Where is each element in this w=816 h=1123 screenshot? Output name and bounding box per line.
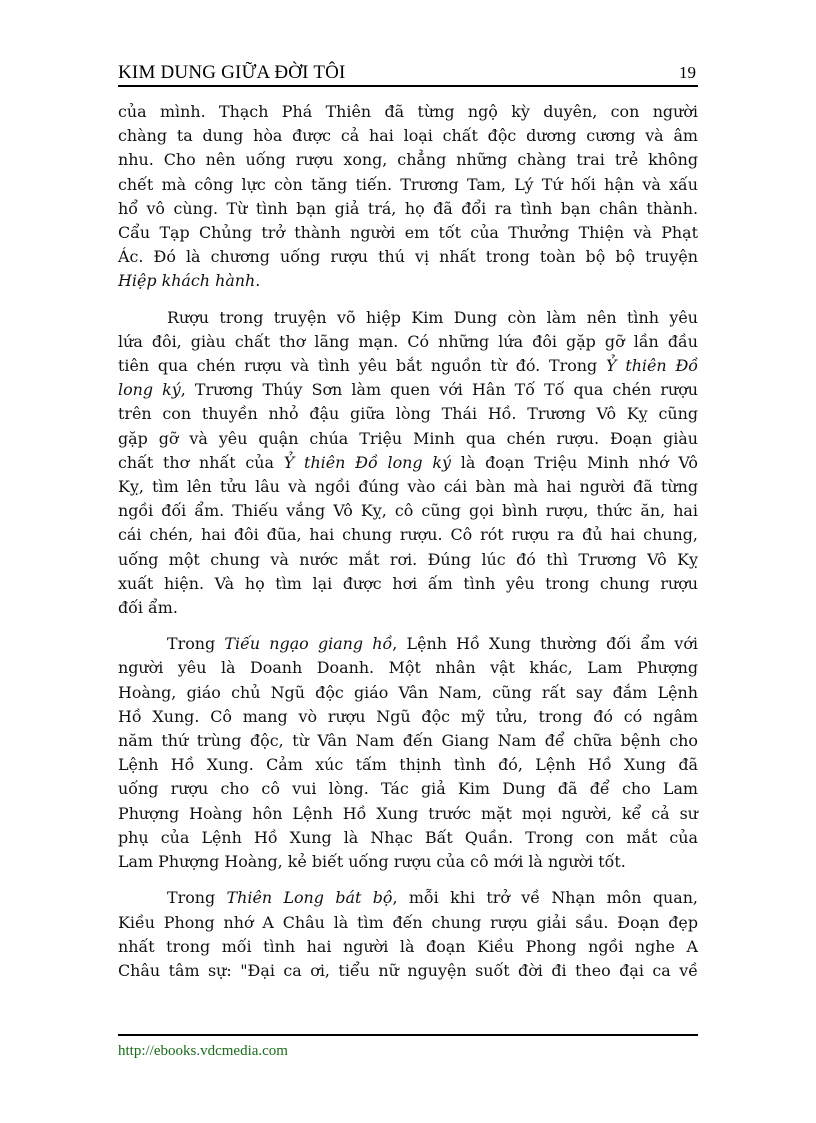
text-line: lứa đôi, giàu chất thơ lãng mạn. Có những lứa đôi gặp gỡ lần đầu (118, 331, 698, 351)
text-line: long ký, Trương Thúy Sơn làm quen với Hân Tố Tố qua chén rượu (118, 380, 699, 400)
text-line: nhu. Cho nên uống rượu xong, chẳng những chàng trai trẻ không (118, 150, 698, 170)
text-line: Hoàng, giáo chủ Ngũ độc giáo Vân Nam, cũng rất say đắm Lệnh (118, 682, 698, 702)
text-line: ngồi đối ẩm. Thiếu vắng Vô Kỵ, cô cũng gọi bình rượu, thức ăn, hai (118, 501, 698, 521)
book-title-italic: Thiên Long bát bộ (226, 888, 393, 908)
running-header (118, 62, 698, 84)
text-line: Kiều Phong nhớ A Châu là tìm đến chung rượu giải sầu. Đoạn đẹp (118, 912, 698, 932)
text-line: Ác. Đó là chương uống rượu thú vị nhất trong toàn bộ bộ truyện (118, 247, 698, 267)
footer-link[interactable]: http://ebooks.vdcmedia.com (118, 1043, 288, 1059)
text-line: đối ẩm. (118, 598, 178, 618)
text-line: Trong Thiên Long bát bộ, mỗi khi trở về Nhạn môn quan, (167, 888, 698, 908)
paragraph-1 (118, 100, 698, 294)
text-line: tiên qua chén rượu và tình yêu bắt nguồn từ đó. Trong Ỷ thiên Đồ (118, 356, 699, 376)
text-line: chết mà công lực còn tăng tiến. Trương Tam, Lý Tứ hối hận và xấu (118, 174, 698, 194)
text-line: Trong Tiếu ngạo giang hồ, Lệnh Hồ Xung thường đối ẩm với (167, 634, 698, 654)
book-title-italic: Tiếu ngạo giang hồ (224, 634, 393, 654)
text-line: hổ vô cùng. Từ tình bạn giả trá, họ đã đổi ra tình bạn chân thành. (118, 198, 698, 218)
book-title: KIM DUNG GIỮA ĐỜI TÔI (118, 62, 346, 83)
text-line: chất thơ nhất của Ỷ thiên Đồ long ký là đoạn Triệu Minh nhớ Vô (118, 452, 698, 472)
text-line: Châu tâm sự: "Đại ca ơi, tiểu nữ nguyện suốt đời đi theo đại ca về (118, 960, 698, 980)
book-title-italic: Ỷ thiên Đồ long ký (283, 452, 451, 472)
body-text (118, 100, 698, 983)
text-line: năm thứ trùng độc, từ Vân Nam đến Giang Nam để chữa bệnh cho (118, 731, 698, 751)
text-line: uống một chung và nước mắt rơi. Đúng lúc đó thì Trương Vô Kỵ (118, 549, 698, 569)
text-line: Hồ Xung. Cô mang vò rượu Ngũ độc mỹ tửu, trong đó có ngâm (118, 706, 698, 726)
text-line: gặp gỡ và yêu quận chúa Triệu Minh qua chén rượu. Đoạn giàu (118, 428, 698, 448)
text-line: nhất trong mối tình hai người là đoạn Kiều Phong ngồi nghe A (118, 936, 698, 956)
text-line: Hiệp khách hành. (118, 271, 261, 291)
text-line: cái chén, hai đôi đũa, hai chung rượu. Cô rót rượu ra đủ hai chung, (118, 525, 698, 545)
text-line: uống rượu cho cô vui lòng. Tác giả Kim Dung đã để cho Lam (118, 779, 698, 799)
header-divider (118, 85, 698, 87)
text-line: Phượng Hoàng hôn Lệnh Hồ Xung trước mặt mọi người, kể cả sư (118, 803, 698, 823)
book-title-italic: Hiệp khách hành (118, 271, 256, 291)
text-line: chàng ta dung hòa được cả hai loại chất độc dương cương và âm (118, 126, 698, 146)
text-line: Lệnh Hồ Xung. Cảm xúc tấm thịnh tình đó, Lệnh Hồ Xung đã (118, 755, 698, 775)
text-line: trên con thuyền nhỏ đậu giữa lòng Thái Hồ. Trương Vô Kỵ cũng (118, 404, 698, 424)
text-line: Rượu trong truyện võ hiệp Kim Dung còn làm nên tình yêu (167, 307, 698, 327)
text-line: xuất hiện. Và họ tìm lại được hơi ấm tình yêu trong chung rượu (118, 573, 698, 593)
text-line: Kỵ, tìm lên tửu lâu và ngồi đúng vào cái bàn mà hai người đã từng (118, 477, 698, 497)
text-line: Lam Phượng Hoàng, kẻ biết uống rượu của cô mới là người tốt. (118, 852, 626, 872)
paragraph-3 (118, 632, 698, 874)
footer-divider (118, 1034, 698, 1036)
text-line: người yêu là Doanh Doanh. Một nhân vật khác, Lam Phượng (118, 658, 698, 678)
text-line: Cẩu Tạp Chủng trở thành người em tốt của Thưởng Thiện và Phạt (118, 223, 698, 243)
text-line: phụ của Lệnh Hồ Xung là Nhạc Bất Quần. Trong con mắt của (118, 827, 698, 847)
page-number: 19 (679, 63, 696, 82)
paragraph-4 (118, 886, 698, 983)
book-title-italic: Ỷ thiên Đồ (606, 356, 699, 376)
text-line: của mình. Thạch Phá Thiên đã từng ngộ kỳ duyên, con người (118, 102, 698, 121)
book-title-italic: long ký (118, 380, 181, 400)
paragraph-2 (118, 306, 698, 621)
